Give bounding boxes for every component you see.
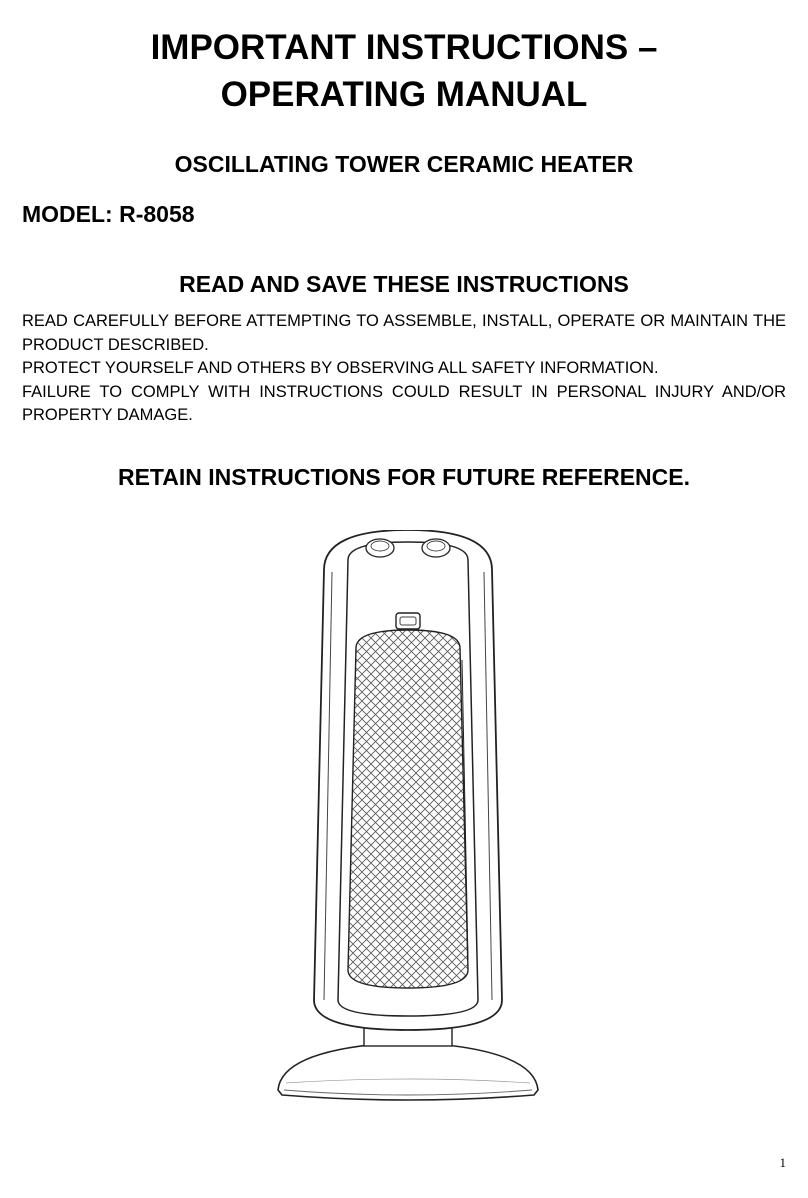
control-knob-left	[366, 539, 394, 557]
document-title	[0, 24, 808, 118]
page-number: 1	[779, 1155, 786, 1170]
heater-base	[278, 1042, 538, 1100]
title-line-2: OPERATING MANUAL	[220, 75, 588, 114]
notice-paragraph-2: PROTECT YOURSELF AND OTHERS BY OBSERVING ALL SAFETY INFORMATION.	[22, 359, 659, 377]
safety-notice	[22, 310, 786, 428]
notice-paragraph-1: READ CAREFULLY BEFORE ATTEMPTING TO ASSEMBLE, INSTALL, OPERATE OR MAINTAIN THE PRODUCT DESCRIBED.	[22, 312, 786, 354]
retain-heading: RETAIN INSTRUCTIONS FOR FUTURE REFERENCE.	[117, 464, 691, 490]
notice-paragraph-3: FAILURE TO COMPLY WITH INSTRUCTIONS COULD RESULT IN PERSONAL INJURY AND/OR PROPERTY DAMAGE.	[22, 382, 786, 424]
model-number: MODEL: R-8058	[22, 201, 195, 227]
read-save-heading: READ AND SAVE THESE INSTRUCTIONS	[179, 271, 629, 297]
product-name: OSCILLATING TOWER CERAMIC HEATER	[174, 151, 634, 177]
title-line-1: IMPORTANT INSTRUCTIONS –	[150, 28, 658, 67]
tower-heater-illustration	[272, 530, 544, 1110]
heater-grill	[348, 630, 468, 988]
control-knob-right	[422, 539, 450, 557]
